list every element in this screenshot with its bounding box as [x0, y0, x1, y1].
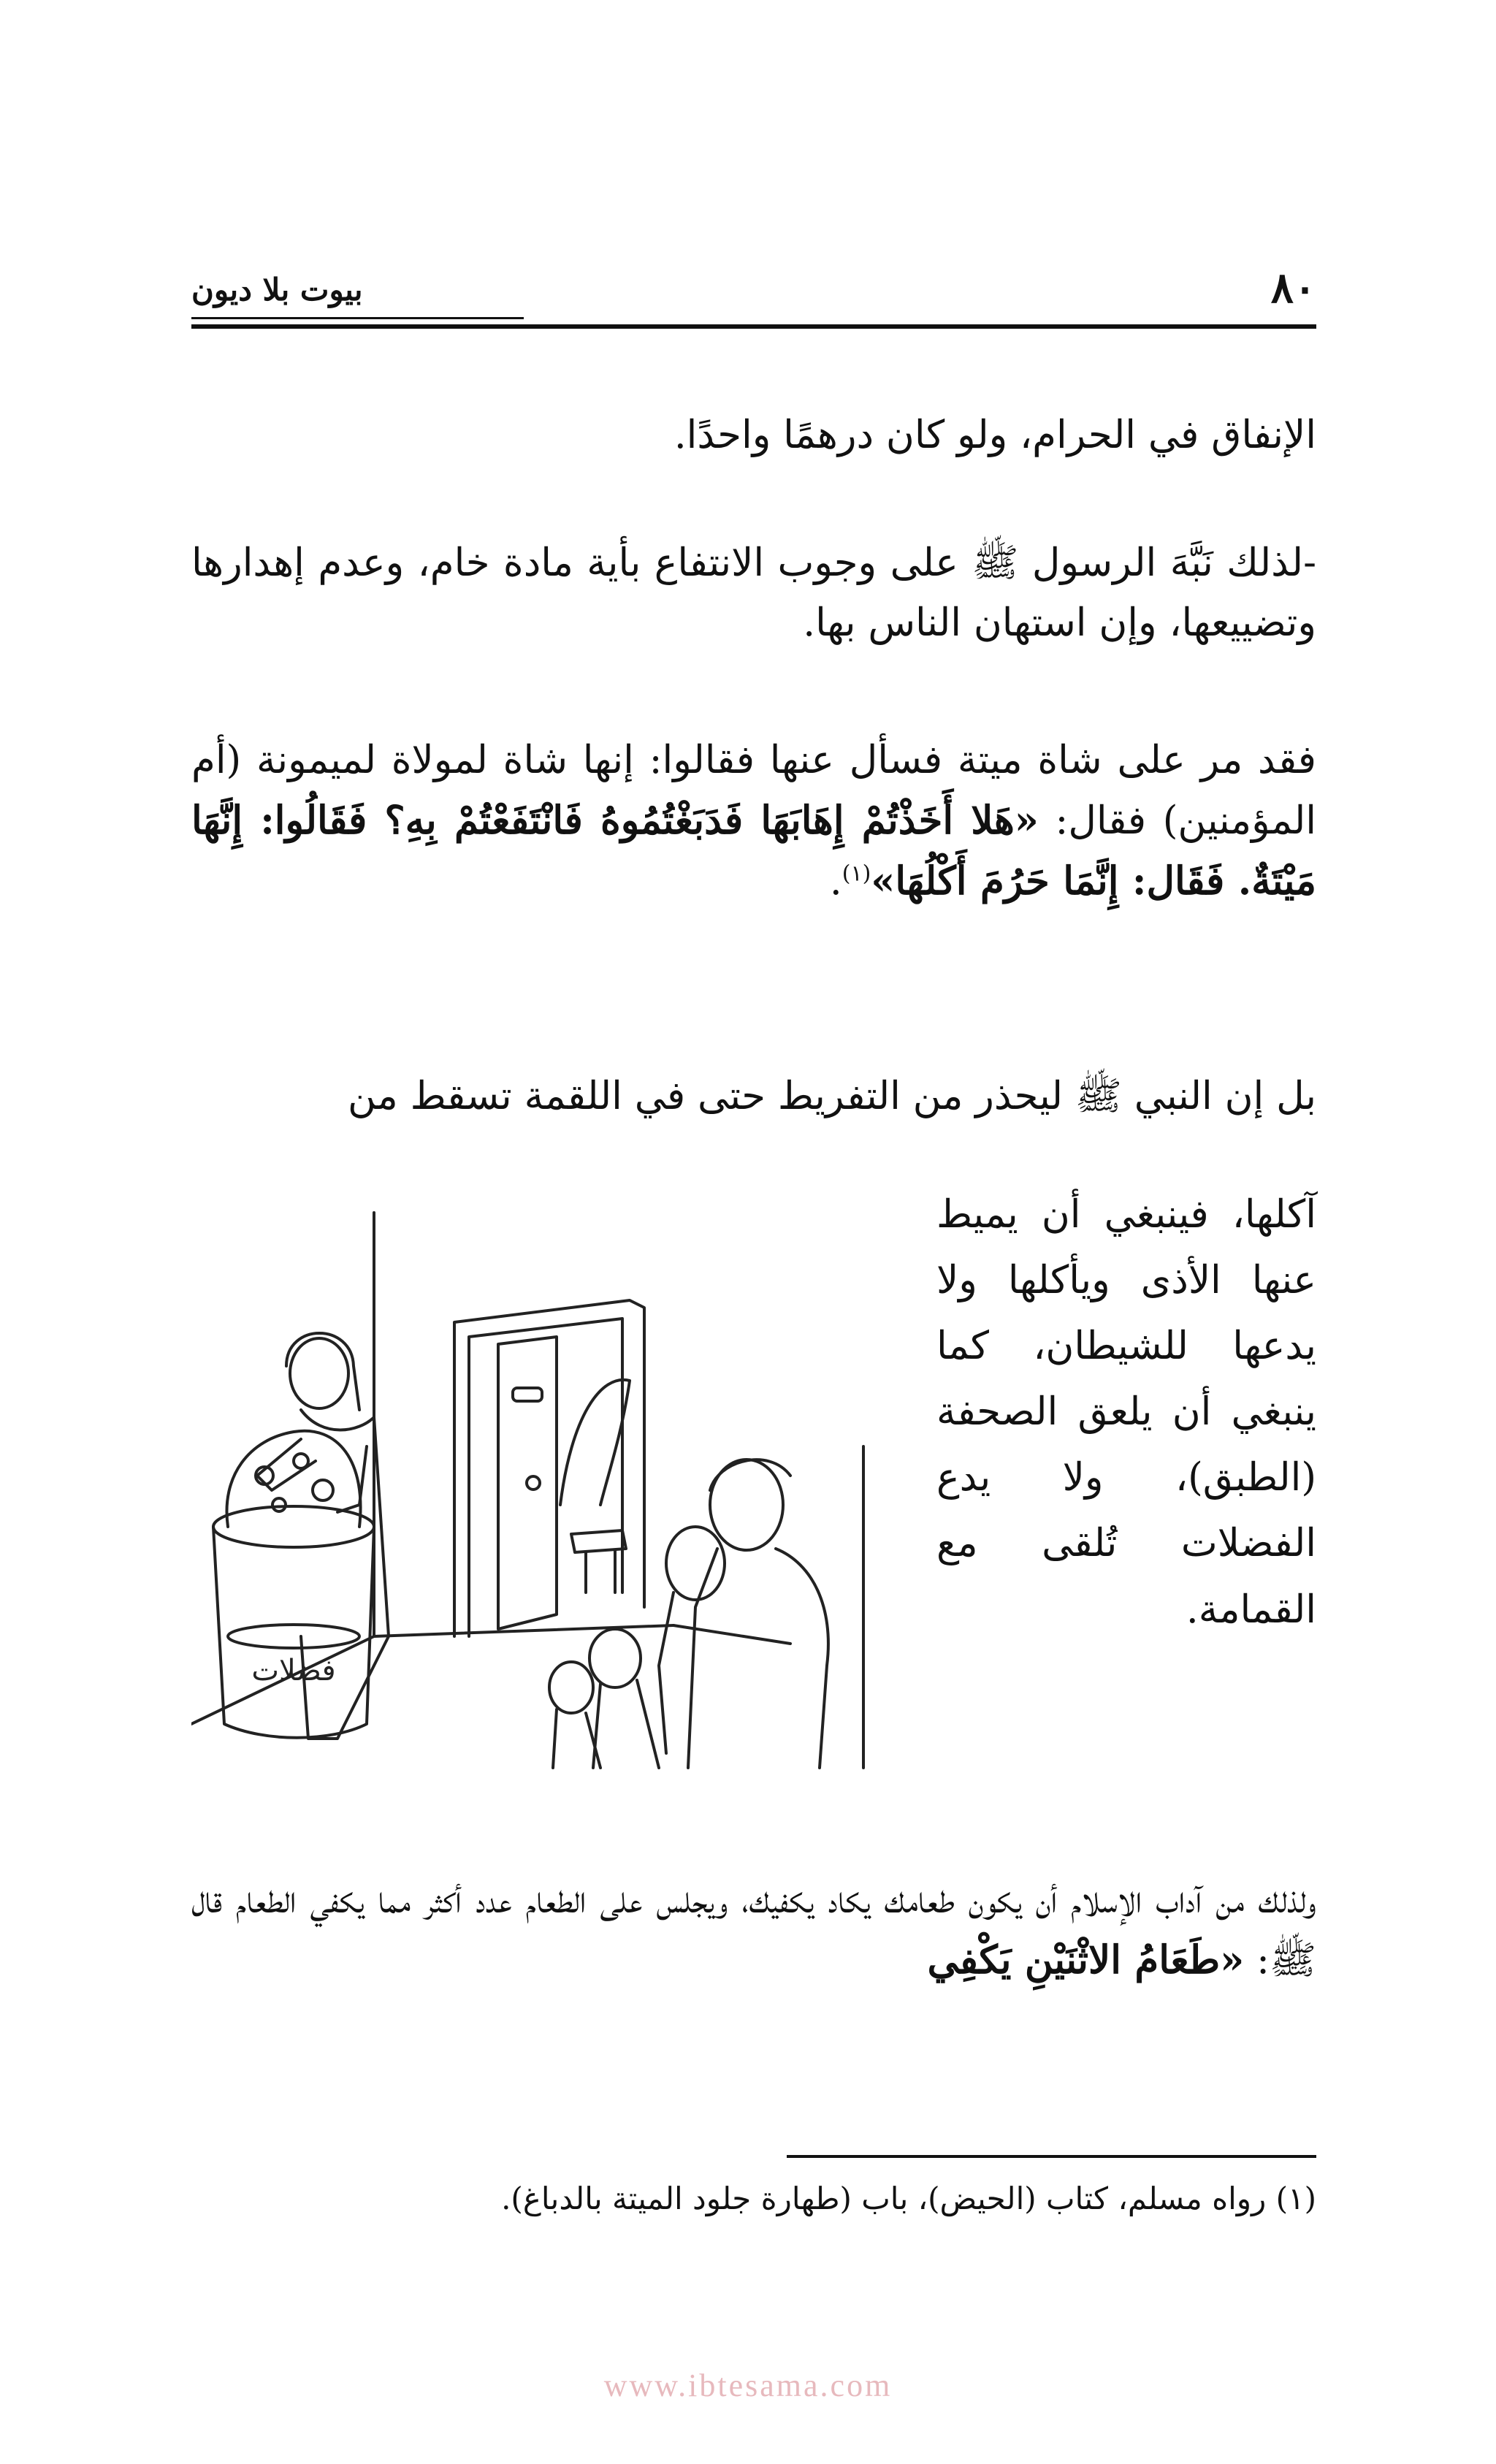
- bin-label: فضلات: [251, 1654, 336, 1687]
- boy-head-1: [589, 1629, 641, 1687]
- running-title: بيوت بلا ديون: [191, 272, 363, 308]
- woman-head: [290, 1338, 348, 1408]
- page-number: ٨٠: [1270, 263, 1316, 313]
- footnote-rule: [787, 2155, 1316, 2158]
- trash-bin-top: [213, 1506, 374, 1547]
- hadith-quote-1: «هَلا أَخَذْتُمْ إِهَابَهَا فَدَبَغْتُمُوهُ فَانْتَفَعْتُمْ بِهِ؟ فَقَالُوا: إِنَّهَا مَيْتَةٌ. فَقَال: إِنَّمَا حَرُمَ أَكْلُهَا»: [191, 798, 1316, 904]
- boy-head-2: [549, 1662, 593, 1713]
- paragraph-1: الإنفاق في الحرام، ولو كان درهمًا واحدًا.: [673, 413, 1316, 457]
- illustration: [191, 1198, 893, 1775]
- man-body: [688, 1549, 717, 1768]
- page-header: [191, 263, 1316, 329]
- curtain: [560, 1380, 630, 1505]
- paragraph-3-intro: فقد مر على شاة ميتة فسأل عنها فقالوا: إنها شاة لمولاة لميمونة (أم المؤمنين) فقال:: [191, 738, 1316, 844]
- paragraph-5: [191, 1870, 1316, 1991]
- footnote: (١) رواه مسلم، كتاب (الحيض)، باب (طهارة جلود الميتة بالدباغ).: [501, 2181, 1316, 2216]
- sink: [571, 1530, 626, 1552]
- hadith-quote-2: «طَعَامُ الاثْنَيْنِ يَكْفِي: [927, 1937, 1245, 1983]
- trash-bin: [213, 1527, 374, 1738]
- watermark: www.ibtesama.com: [603, 2368, 893, 2403]
- header-rule: [191, 324, 1316, 329]
- paragraph-3: [191, 731, 1316, 912]
- paragraph-4-first-line: بل إن النبي ﷺ ليحذر من التفريط حتى في اللقمة تسقط من: [347, 1074, 1316, 1118]
- paragraph-4-side-text: آكلها، فينبغي أن يميط عنها الأذى ويأكلها ولا يدعها للشيطان، كما ينبغي أن يلعق الصحفة (الطبق)، ولا يدع الفضلات تُلقى مع القمامة.: [936, 1192, 1316, 1632]
- paragraph-5-text: ولذلك من آداب الإسلام أن يكون طعامك يكاد يكفيك، ويجلس على الطعام عدد أكثر مما يكفي الطعام قال ﷺ:: [191, 1877, 1316, 1983]
- paragraph-2: -لذلك نَبَّهَ الرسول ﷺ على وجوب الانتفاع بأية مادة خام، وعدم إهدارها وتضييعها، وإن استهان الناس بها.: [191, 541, 1316, 646]
- paragraph-3-end: .: [829, 859, 842, 904]
- running-title-underline: [191, 317, 524, 319]
- footnote-marker: (١): [842, 861, 871, 887]
